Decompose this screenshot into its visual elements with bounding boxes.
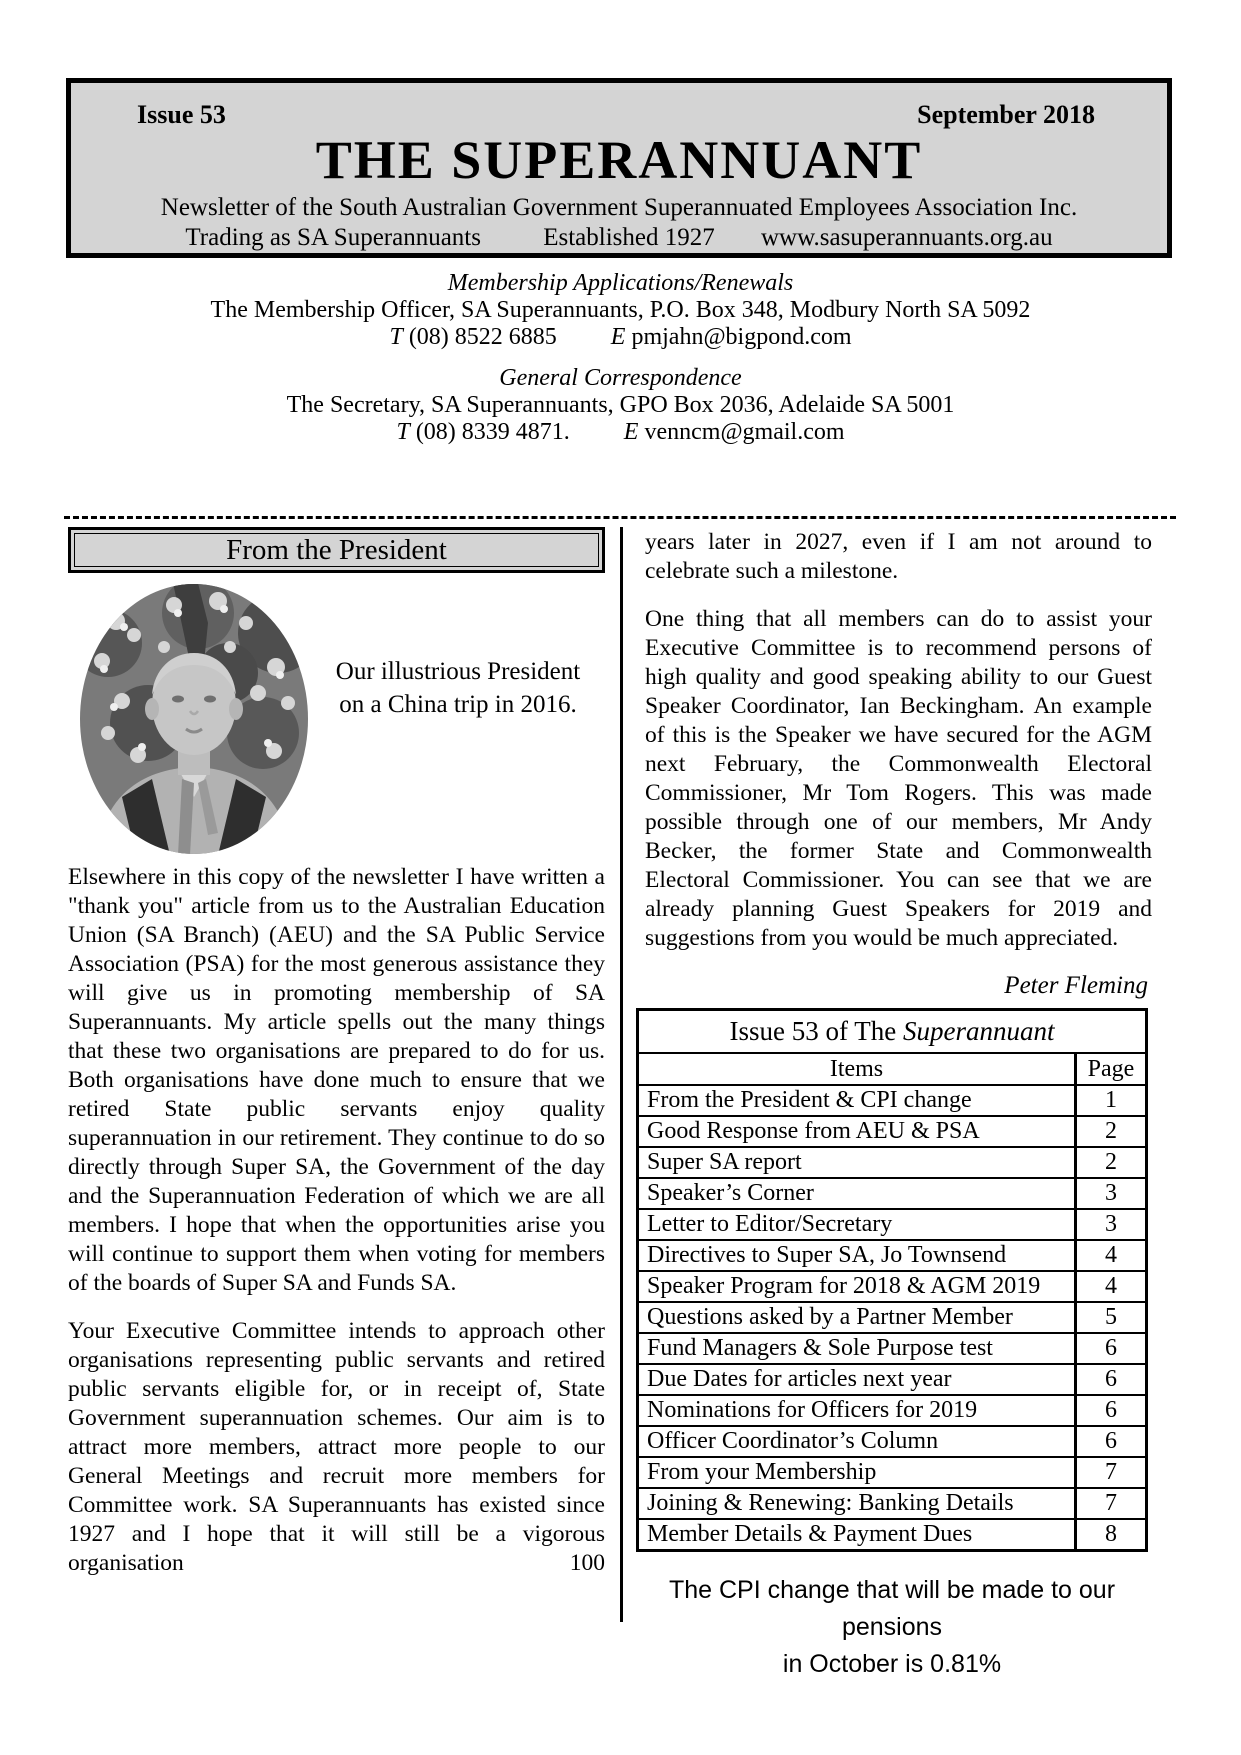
contents-col-page: Page <box>1076 1053 1147 1085</box>
phone-label: T <box>389 324 403 350</box>
president-paragraph-2: Your Executive Committee intends to approach other organisations representing public servants and retired public servants eligible for, or in receipt of, State Government superannuation schemes. Our aim is to attract more members, attract more people to our General Meetings and recruit more members for Committee work. SA Superannuants has existed since 1927 and I hope that it will still be a vigorous organisation 100 <box>68 1318 605 1576</box>
newsletter-title: THE SUPERANNUANT <box>315 130 923 190</box>
contents-row <box>638 1519 1147 1551</box>
trading-as: Trading as SA Superannuants <box>185 224 481 251</box>
membership-email: pmjahn@bigpond.com <box>631 324 852 350</box>
contents-row <box>638 1426 1147 1457</box>
contents-item-page: 3 <box>1076 1209 1147 1240</box>
contents-item-page: 1 <box>1076 1085 1147 1116</box>
photo-caption-line2: on a China trip in 2016. <box>339 691 577 718</box>
author-signature: Peter Fleming <box>1004 972 1148 999</box>
right-column <box>645 528 1152 1683</box>
general-heading: General Correspondence <box>499 365 742 391</box>
membership-phone-email <box>0 324 1241 351</box>
established: Established 1927 <box>543 224 715 251</box>
contents-item-label: Fund Managers & Sole Purpose test <box>638 1333 1076 1364</box>
contents-item-page: 3 <box>1076 1178 1147 1209</box>
contents-item-page: 6 <box>1076 1333 1147 1364</box>
contents-item-label: Good Response from AEU & PSA <box>638 1116 1076 1147</box>
contents-item-page: 6 <box>1076 1364 1147 1395</box>
president-photo <box>78 583 310 855</box>
contents-item-label: From your Membership <box>638 1457 1076 1488</box>
contents-row <box>638 1209 1147 1240</box>
contents-title-italic: Superannuant <box>902 1016 1055 1046</box>
president-article <box>68 863 605 1578</box>
email-label: E <box>610 324 626 350</box>
issue-date: September 2018 <box>917 100 1095 129</box>
contents-item-page: 7 <box>1076 1488 1147 1519</box>
contents-item-page: 6 <box>1076 1426 1147 1457</box>
email-label: E <box>623 419 639 445</box>
contents-item-page: 7 <box>1076 1457 1147 1488</box>
contents-col-items: Items <box>638 1053 1076 1085</box>
photo-caption-line1: Our illustrious President <box>335 658 581 685</box>
contents-item-label: Speaker Program for 2018 & AGM 2019 <box>638 1271 1076 1302</box>
contents-item-page: 2 <box>1076 1116 1147 1147</box>
contents-item-label: Officer Coordinator’s Column <box>638 1426 1076 1457</box>
president-article-continued <box>645 528 1152 953</box>
contents-item-label: Questions asked by a Partner Member <box>638 1302 1076 1333</box>
contents-row <box>638 1364 1147 1395</box>
contents-row <box>638 1302 1147 1333</box>
website-url: www.sasuperannuants.org.au <box>761 224 1053 251</box>
phone-label: T <box>396 419 410 445</box>
president-photo-row <box>68 583 605 863</box>
contents-row <box>638 1116 1147 1147</box>
contents-item-page: 6 <box>1076 1395 1147 1426</box>
contents-row <box>638 1395 1147 1426</box>
contents-item-label: Member Details & Payment Dues <box>638 1519 1076 1551</box>
cpi-note <box>636 1572 1148 1683</box>
contents-table <box>636 1008 1148 1552</box>
contents-item-page: 4 <box>1076 1271 1147 1302</box>
contents-item-page: 8 <box>1076 1519 1147 1551</box>
contents-row <box>638 1240 1147 1271</box>
contents-row <box>638 1488 1147 1519</box>
contents-row <box>638 1271 1147 1302</box>
contact-block <box>0 270 1241 446</box>
membership-phone: (08) 8522 6885 <box>408 324 557 350</box>
contents-header-row <box>638 1053 1147 1085</box>
contents-item-label: Joining & Renewing: Banking Details <box>638 1488 1076 1519</box>
continued-paragraph-1: years later in 2027, even if I am not around to celebrate such a milestone. <box>645 529 1152 584</box>
contents-item-label: Speaker’s Corner <box>638 1178 1076 1209</box>
president-paragraph-1: Elsewhere in this copy of the newsletter I have written a "thank you" article from us to the Australian Education Union (SA Branch) (AEU) and the SA Public Service Association (PSA) for the most generous assistance they will give us in promoting membership of SA Superannuants. My article spells out the many things that these two organisations are prepared to do for us. Both organisations have done much to ensure that we retired State public servants enjoy quality superannuation in our retirement. They continue to do so directly through Super SA, the Government of the day and the Superannuation Federation of which we are all members. I hope that when the opportunities arise you will continue to support them when voting for members of the boards of Super SA and Funds SA. <box>68 864 605 1296</box>
contents-row <box>638 1457 1147 1488</box>
membership-heading: Membership Applications/Renewals <box>447 270 794 296</box>
contents-row <box>638 1147 1147 1178</box>
newsletter-subtitle-2 <box>71 224 1167 252</box>
contents-title: Issue 53 of The Superannuant <box>638 1010 1147 1054</box>
contents-item-page: 2 <box>1076 1147 1147 1178</box>
cpi-note-line2: in October is 0.81% <box>782 1650 1002 1678</box>
general-address: The Secretary, SA Superannuants, GPO Box 2036, Adelaide SA 5001 <box>286 392 955 418</box>
cpi-note-line1: The CPI change that will be made to our pensions <box>668 1576 1116 1641</box>
newsletter-subtitle: Newsletter of the South Australian Government Superannuated Employees Association Inc. <box>160 194 1078 221</box>
masthead <box>66 78 1172 258</box>
issue-number: Issue 53 <box>137 100 226 129</box>
contents-item-label: From the President & CPI change <box>638 1085 1076 1116</box>
membership-address: The Membership Officer, SA Superannuants, P.O. Box 348, Modbury North SA 5092 <box>210 297 1031 323</box>
general-email: venncm@gmail.com <box>644 419 845 445</box>
contents-item-page: 4 <box>1076 1240 1147 1271</box>
dashed-divider <box>64 516 1176 519</box>
general-phone-email <box>0 419 1241 446</box>
contents-item-page: 5 <box>1076 1302 1147 1333</box>
contents-row <box>638 1178 1147 1209</box>
contents-title-row <box>638 1010 1147 1054</box>
section-heading-from-the-president: From the President <box>68 527 605 573</box>
contents-item-label: Due Dates for articles next year <box>638 1364 1076 1395</box>
contents-row <box>638 1333 1147 1364</box>
contents-item-label: Letter to Editor/Secretary <box>638 1209 1076 1240</box>
contents-row <box>638 1085 1147 1116</box>
contents-item-label: Nominations for Officers for 2019 <box>638 1395 1076 1426</box>
contents-item-label: Directives to Super SA, Jo Townsend <box>638 1240 1076 1271</box>
photo-caption <box>318 655 598 721</box>
general-phone: (08) 8339 4871. <box>415 419 570 445</box>
contents-item-label: Super SA report <box>638 1147 1076 1178</box>
contents-table-body <box>638 1085 1147 1551</box>
continued-paragraph-2: One thing that all members can do to assist your Executive Committee is to recommend persons of high quality and good speaking ability to our Guest Speaker Coordinator, Ian Beckingham. An example of this is the Speaker we have secured for the AGM next February, the Commonwealth Electoral Commissioner, Mr Tom Rogers. This was made possible through one of our members, Mr Andy Becker, the former State and Commonwealth Electoral Commissioner. You can see that we are already planning Guest Speakers for 2019 and suggestions from you would be much appreciated. <box>645 606 1152 951</box>
left-column <box>68 527 605 1578</box>
column-divider <box>620 527 623 1622</box>
